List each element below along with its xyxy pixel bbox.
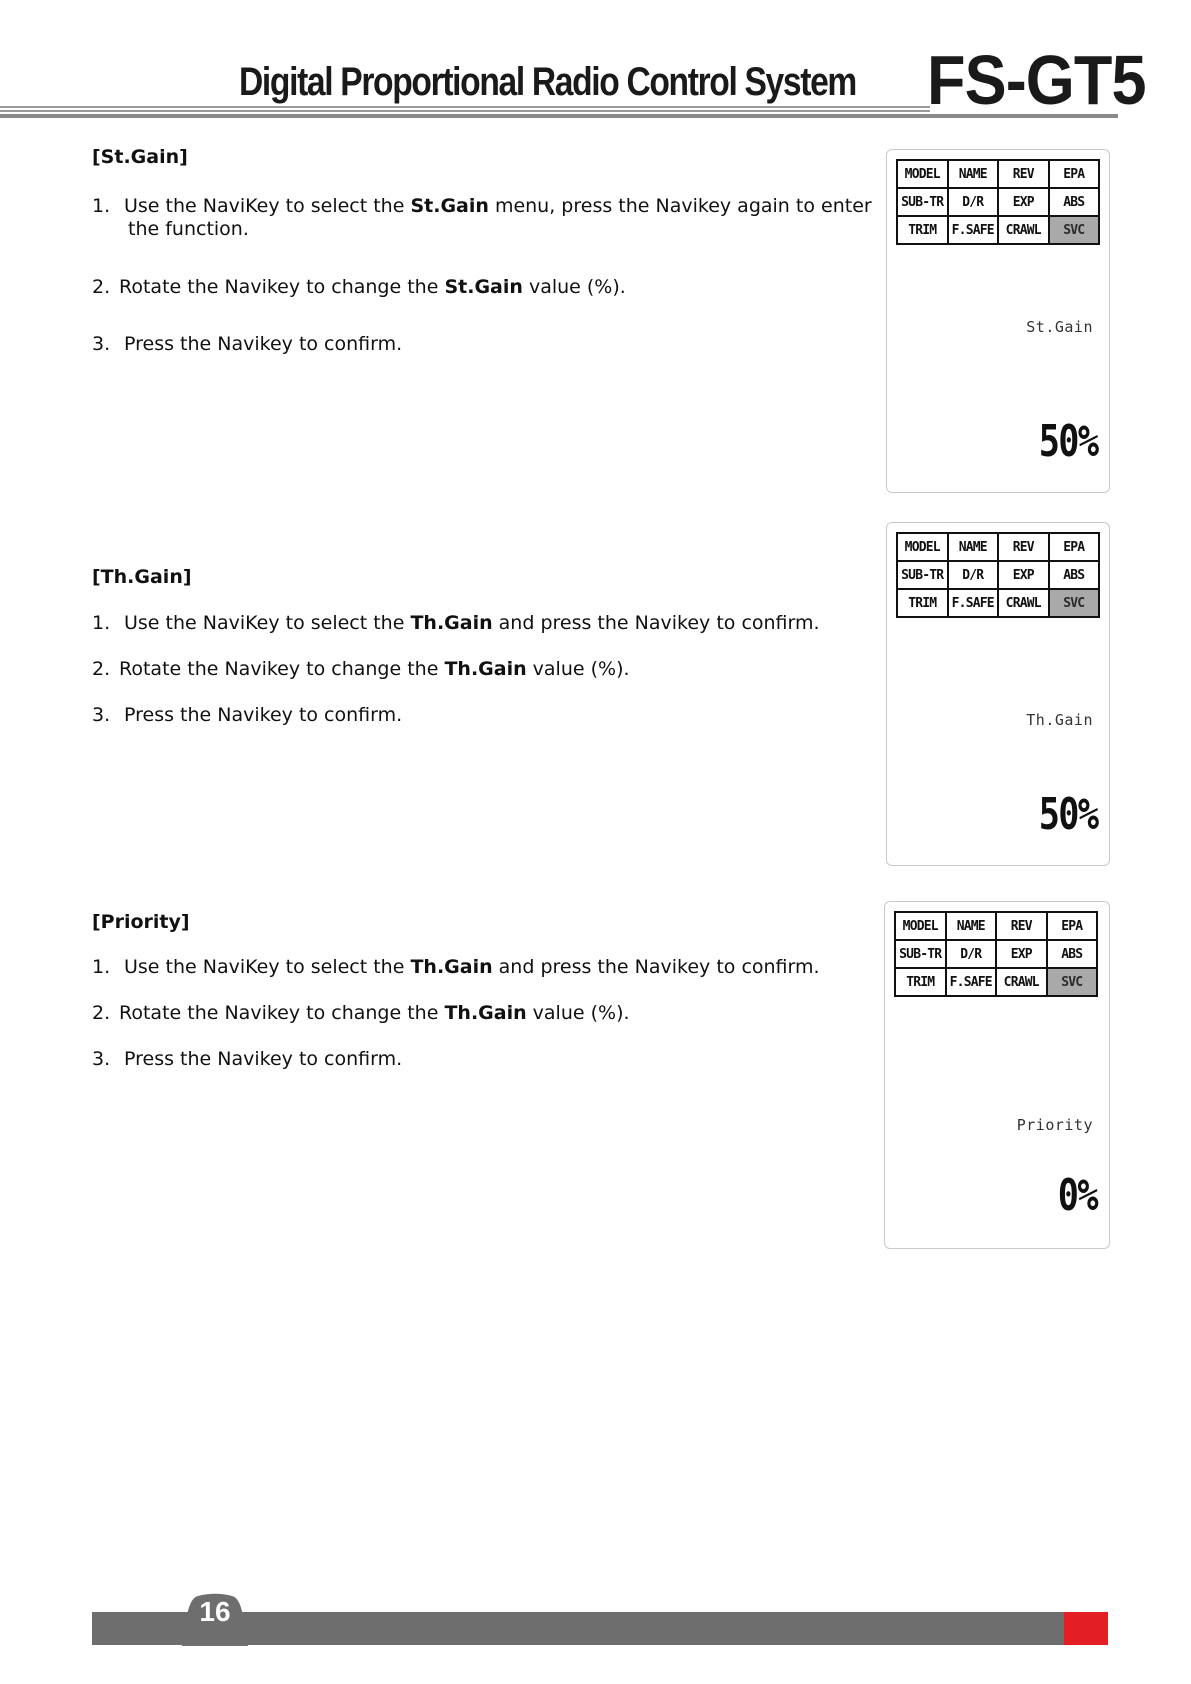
step-text: value (%).: [522, 276, 626, 298]
document-title: Digital Proportional Radio Control System: [239, 60, 856, 104]
step-keyword: Th.Gain: [444, 658, 527, 680]
page-number: 16: [199, 1596, 231, 1627]
menu-cell-fsafe: F.SAFE: [946, 968, 997, 996]
lcd-setting-label: Th.Gain: [1026, 711, 1093, 729]
lcd-setting-label: St.Gain: [1026, 318, 1093, 336]
step-text: Use the NaviKey to select the: [124, 195, 411, 217]
menu-cell-svc-selected: SVC: [1049, 216, 1100, 244]
menu-cell-svc-selected: SVC: [1049, 589, 1100, 617]
menu-cell-epa: EPA: [1047, 912, 1098, 940]
step-number: 1.: [92, 195, 111, 217]
step-keyword: St.Gain: [410, 195, 489, 217]
step-text: Press the Navikey to confirm.: [124, 333, 403, 355]
step-number: 2.: [92, 658, 111, 680]
step-priority-1: [92, 956, 820, 979]
menu-cell-name: NAME: [948, 160, 999, 188]
step-st-gain-2: [92, 276, 626, 299]
menu-cell-exp: EXP: [998, 188, 1049, 216]
menu-cell-fsafe: F.SAFE: [948, 589, 999, 617]
step-priority-3: [92, 1048, 402, 1071]
menu-cell-dr: D/R: [948, 561, 999, 589]
menu-cell-epa: EPA: [1049, 533, 1100, 561]
step-number: 1.: [92, 956, 111, 978]
menu-cell-name: NAME: [946, 912, 997, 940]
footer-accent: [1064, 1612, 1108, 1645]
lcd-screen-priority: [884, 901, 1110, 1249]
menu-cell-svc-selected: SVC: [1047, 968, 1098, 996]
step-text: Rotate the Navikey to change the: [119, 1002, 445, 1024]
menu-cell-sub-tr: SUB-TR: [897, 561, 948, 589]
menu-cell-exp: EXP: [998, 561, 1049, 589]
lcd-setting-value: 0%: [1057, 1170, 1097, 1221]
step-number: 1.: [92, 612, 111, 634]
lcd-setting-value: 50%: [1038, 789, 1097, 840]
step-keyword: Th.Gain: [410, 612, 493, 634]
step-text: value (%).: [526, 1002, 630, 1024]
menu-cell-rev: REV: [998, 533, 1049, 561]
menu-cell-trim: TRIM: [895, 968, 946, 996]
step-text: Rotate the Navikey to change the: [119, 658, 445, 680]
menu-cell-model: MODEL: [897, 533, 948, 561]
menu-cell-crawl: CRAWL: [998, 589, 1049, 617]
section-title-th-gain: [Th.Gain]: [92, 566, 192, 588]
menu-cell-abs: ABS: [1049, 188, 1100, 216]
step-number: 2.: [92, 1002, 111, 1024]
menu-cell-abs: ABS: [1049, 561, 1100, 589]
step-number: 3.: [92, 1048, 111, 1070]
menu-cell-sub-tr: SUB-TR: [895, 940, 946, 968]
step-th-gain-3: [92, 704, 402, 727]
menu-cell-trim: TRIM: [897, 216, 948, 244]
step-th-gain-2: [92, 658, 630, 681]
section-title-st-gain: [St.Gain]: [92, 146, 188, 168]
step-st-gain-1: [92, 195, 872, 241]
lcd-setting-value: 50%: [1038, 416, 1097, 467]
step-text: and press the Navikey to confirm.: [492, 612, 820, 634]
menu-cell-rev: REV: [998, 160, 1049, 188]
step-priority-2: [92, 1002, 630, 1025]
step-keyword: St.Gain: [444, 276, 523, 298]
step-text: value (%).: [526, 658, 630, 680]
section-title-priority: [Priority]: [92, 911, 190, 933]
function-menu-grid: [894, 911, 1098, 997]
menu-cell-model: MODEL: [897, 160, 948, 188]
step-keyword: Th.Gain: [444, 1002, 527, 1024]
step-continuation: the function.: [128, 218, 249, 240]
step-number: 3.: [92, 333, 111, 355]
step-text: Use the NaviKey to select the: [124, 612, 411, 634]
step-text: Use the NaviKey to select the: [124, 956, 411, 978]
menu-cell-crawl: CRAWL: [996, 968, 1047, 996]
step-text: and press the Navikey to confirm.: [492, 956, 820, 978]
menu-cell-rev: REV: [996, 912, 1047, 940]
step-text: menu, press the Navikey again to enter: [488, 195, 872, 217]
menu-cell-exp: EXP: [996, 940, 1047, 968]
lcd-setting-label: Priority: [1016, 1116, 1093, 1134]
function-menu-grid: [896, 532, 1100, 618]
menu-cell-crawl: CRAWL: [998, 216, 1049, 244]
menu-cell-trim: TRIM: [897, 589, 948, 617]
lcd-screen-st-gain: [886, 149, 1110, 493]
lcd-screen-th-gain: [886, 522, 1110, 866]
menu-cell-model: MODEL: [895, 912, 946, 940]
menu-cell-abs: ABS: [1047, 940, 1098, 968]
menu-cell-fsafe: F.SAFE: [948, 216, 999, 244]
menu-cell-sub-tr: SUB-TR: [897, 188, 948, 216]
menu-cell-name: NAME: [948, 533, 999, 561]
menu-cell-dr: D/R: [948, 188, 999, 216]
step-number: 3.: [92, 704, 111, 726]
step-st-gain-3: [92, 333, 402, 356]
menu-cell-epa: EPA: [1049, 160, 1100, 188]
step-number: 2.: [92, 276, 111, 298]
step-text: Rotate the Navikey to change the: [119, 276, 445, 298]
step-text: Press the Navikey to confirm.: [124, 1048, 403, 1070]
function-menu-grid: [896, 159, 1100, 245]
step-text: Press the Navikey to confirm.: [124, 704, 403, 726]
step-keyword: Th.Gain: [410, 956, 493, 978]
step-th-gain-1: [92, 612, 820, 635]
model-name: FS-GT5: [927, 41, 1146, 119]
menu-cell-dr: D/R: [946, 940, 997, 968]
